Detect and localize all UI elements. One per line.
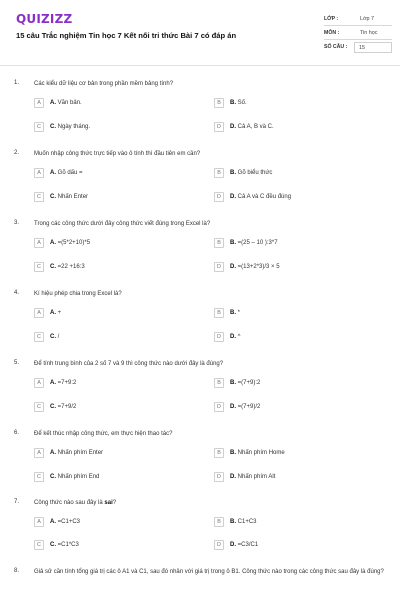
option-text: D. ^ [230, 334, 241, 340]
option-letter-box: C [34, 472, 44, 482]
option-text: C. Ngày tháng. [50, 124, 91, 130]
meta-value: 15 [354, 42, 392, 53]
option-letter-box: B [214, 168, 224, 178]
question-text: Các kiểu dữ liệu cơ bản trong phần mềm bảng tính? [34, 81, 174, 87]
option-text: B. * [230, 310, 241, 316]
option-a[interactable] [34, 237, 189, 249]
option-text: D. Nhấn phím Alt [230, 474, 276, 480]
option-text: D. =(13+2*3)/3 × 5 [230, 264, 280, 270]
option-letter-box: A [34, 448, 44, 458]
option-text: C. =C1*C3 [50, 542, 79, 548]
option-text: C. =22 +16:3 [50, 264, 85, 270]
option-text: D. =C3/C1 [230, 542, 259, 548]
option-text: B. =(25 – 10 ):3*7 [230, 240, 278, 246]
option-letter-box: A [34, 378, 44, 388]
option-letter-box: B [214, 238, 224, 248]
option-letter-box: D [214, 472, 224, 482]
option-b[interactable] [214, 447, 369, 459]
meta-row-count [324, 40, 392, 54]
option-letter-box: B [214, 448, 224, 458]
header [0, 0, 400, 72]
option-text: B. Gõ biểu thức [230, 170, 273, 176]
page-title: 15 câu Trắc nghiệm Tin học 7 Kết nối tri thức Bài 7 có đáp án [16, 31, 237, 40]
option-text: A. Nhấn phím Enter [50, 450, 104, 456]
option-d[interactable] [214, 331, 369, 343]
question-text: Muốn nhập công thức trực tiếp vào ô tính thì đầu tiên em cần? [34, 151, 201, 157]
option-d[interactable] [214, 401, 369, 413]
option-letter-box: C [34, 402, 44, 412]
option-text: B. Số. [230, 100, 247, 106]
option-letter-box: D [214, 402, 224, 412]
question-text: Giả sử cần tính tổng giá trị các ô A1 và C1, sau đó nhân với giá trị trong ô B1. Công thức nào trong các công thức sau đây là đúng? [34, 569, 384, 575]
option-letter-box: C [34, 540, 44, 550]
option-text: C. / [50, 334, 60, 340]
option-c[interactable] [34, 191, 189, 203]
option-d[interactable] [214, 191, 369, 203]
option-b[interactable] [214, 516, 369, 528]
question-text: Công thức nào sau đây là sai? [34, 500, 117, 506]
option-text: A. Gõ dấu = [50, 170, 83, 176]
option-letter-box: D [214, 262, 224, 272]
emphasis-word: sai [104, 500, 113, 506]
option-c[interactable] [34, 261, 189, 273]
meta-row-subject [324, 26, 392, 40]
question-number: 5. [14, 360, 20, 366]
option-letter-box: D [214, 540, 224, 550]
option-text: B. C1+C3 [230, 519, 257, 525]
question-number: 1. [14, 80, 20, 86]
question-number: 4. [14, 290, 20, 296]
option-c[interactable] [34, 539, 189, 551]
option-c[interactable] [34, 121, 189, 133]
option-text: C. Nhấn Enter [50, 194, 89, 200]
option-text: C. =7+9/2 [50, 404, 77, 410]
option-text: A. =(5*2+10)*5 [50, 240, 91, 246]
option-c[interactable] [34, 401, 189, 413]
option-text: D. Cả A, B và C. [230, 124, 274, 130]
option-text: B. =(7+9):2 [230, 380, 261, 386]
option-letter-box: C [34, 192, 44, 202]
option-a[interactable] [34, 377, 189, 389]
option-a[interactable] [34, 516, 189, 528]
question-number: 7. [14, 499, 20, 505]
option-b[interactable] [214, 167, 369, 179]
option-letter-box: A [34, 517, 44, 527]
option-b[interactable] [214, 307, 369, 319]
option-letter-box: A [34, 98, 44, 108]
option-letter-box: A [34, 308, 44, 318]
question-text: Để tính trung bình của 2 số 7 và 9 thì công thức nào dưới đây là đúng? [34, 361, 224, 367]
option-letter-box: C [34, 332, 44, 342]
meta-value: Lớp 7 [360, 15, 375, 22]
option-text: A. =7+9:2 [50, 380, 77, 386]
meta-label: MÔN : [324, 29, 340, 36]
option-a[interactable] [34, 97, 189, 109]
option-letter-box: D [214, 192, 224, 202]
option-d[interactable] [214, 261, 369, 273]
option-text: A. Văn bản. [50, 100, 82, 106]
option-letter-box: A [34, 168, 44, 178]
meta-panel [324, 12, 392, 54]
question-text: Để kết thúc nhập công thức, em thực hiện thao tác? [34, 431, 173, 437]
question-number: 6. [14, 430, 20, 436]
question-number: 8. [14, 568, 20, 574]
option-letter-box: B [214, 378, 224, 388]
option-text: B. Nhấn phím Home [230, 450, 285, 456]
option-letter-box: A [34, 238, 44, 248]
option-a[interactable] [34, 307, 189, 319]
option-letter-box: C [34, 262, 44, 272]
option-d[interactable] [214, 121, 369, 133]
meta-label: LỚP : [324, 15, 339, 22]
option-letter-box: B [214, 308, 224, 318]
question-number: 2. [14, 150, 20, 156]
option-text: D. Cả A và C đều đúng [230, 194, 292, 200]
option-c[interactable] [34, 471, 189, 483]
option-d[interactable] [214, 539, 369, 551]
option-letter-box: B [214, 517, 224, 527]
option-letter-box: D [214, 332, 224, 342]
question-text: Kí hiệu phép chia trong Excel là? [34, 291, 122, 297]
option-letter-box: C [34, 122, 44, 132]
option-a[interactable] [34, 447, 189, 459]
quizizz-logo: QUIZIZZ [16, 12, 73, 26]
option-a[interactable] [34, 167, 189, 179]
option-text: C. Nhấn phím End [50, 474, 100, 480]
meta-row-class [324, 12, 392, 26]
option-text: A. =C1+C3 [50, 519, 81, 525]
option-text: D. =(7+9)/2 [230, 404, 261, 410]
meta-value: Tin học [360, 29, 378, 36]
header-divider [0, 65, 400, 66]
question-text: Trong các công thức dưới đây công thức viết đúng trong Excel là? [34, 221, 211, 227]
option-b[interactable] [214, 377, 369, 389]
option-letter-box: D [214, 122, 224, 132]
option-d[interactable] [214, 471, 369, 483]
question-number: 3. [14, 220, 20, 226]
meta-label: SỐ CÂU : [324, 44, 348, 50]
option-b[interactable] [214, 237, 369, 249]
option-letter-box: B [214, 98, 224, 108]
option-b[interactable] [214, 97, 369, 109]
option-c[interactable] [34, 331, 189, 343]
option-text: A. + [50, 310, 62, 316]
